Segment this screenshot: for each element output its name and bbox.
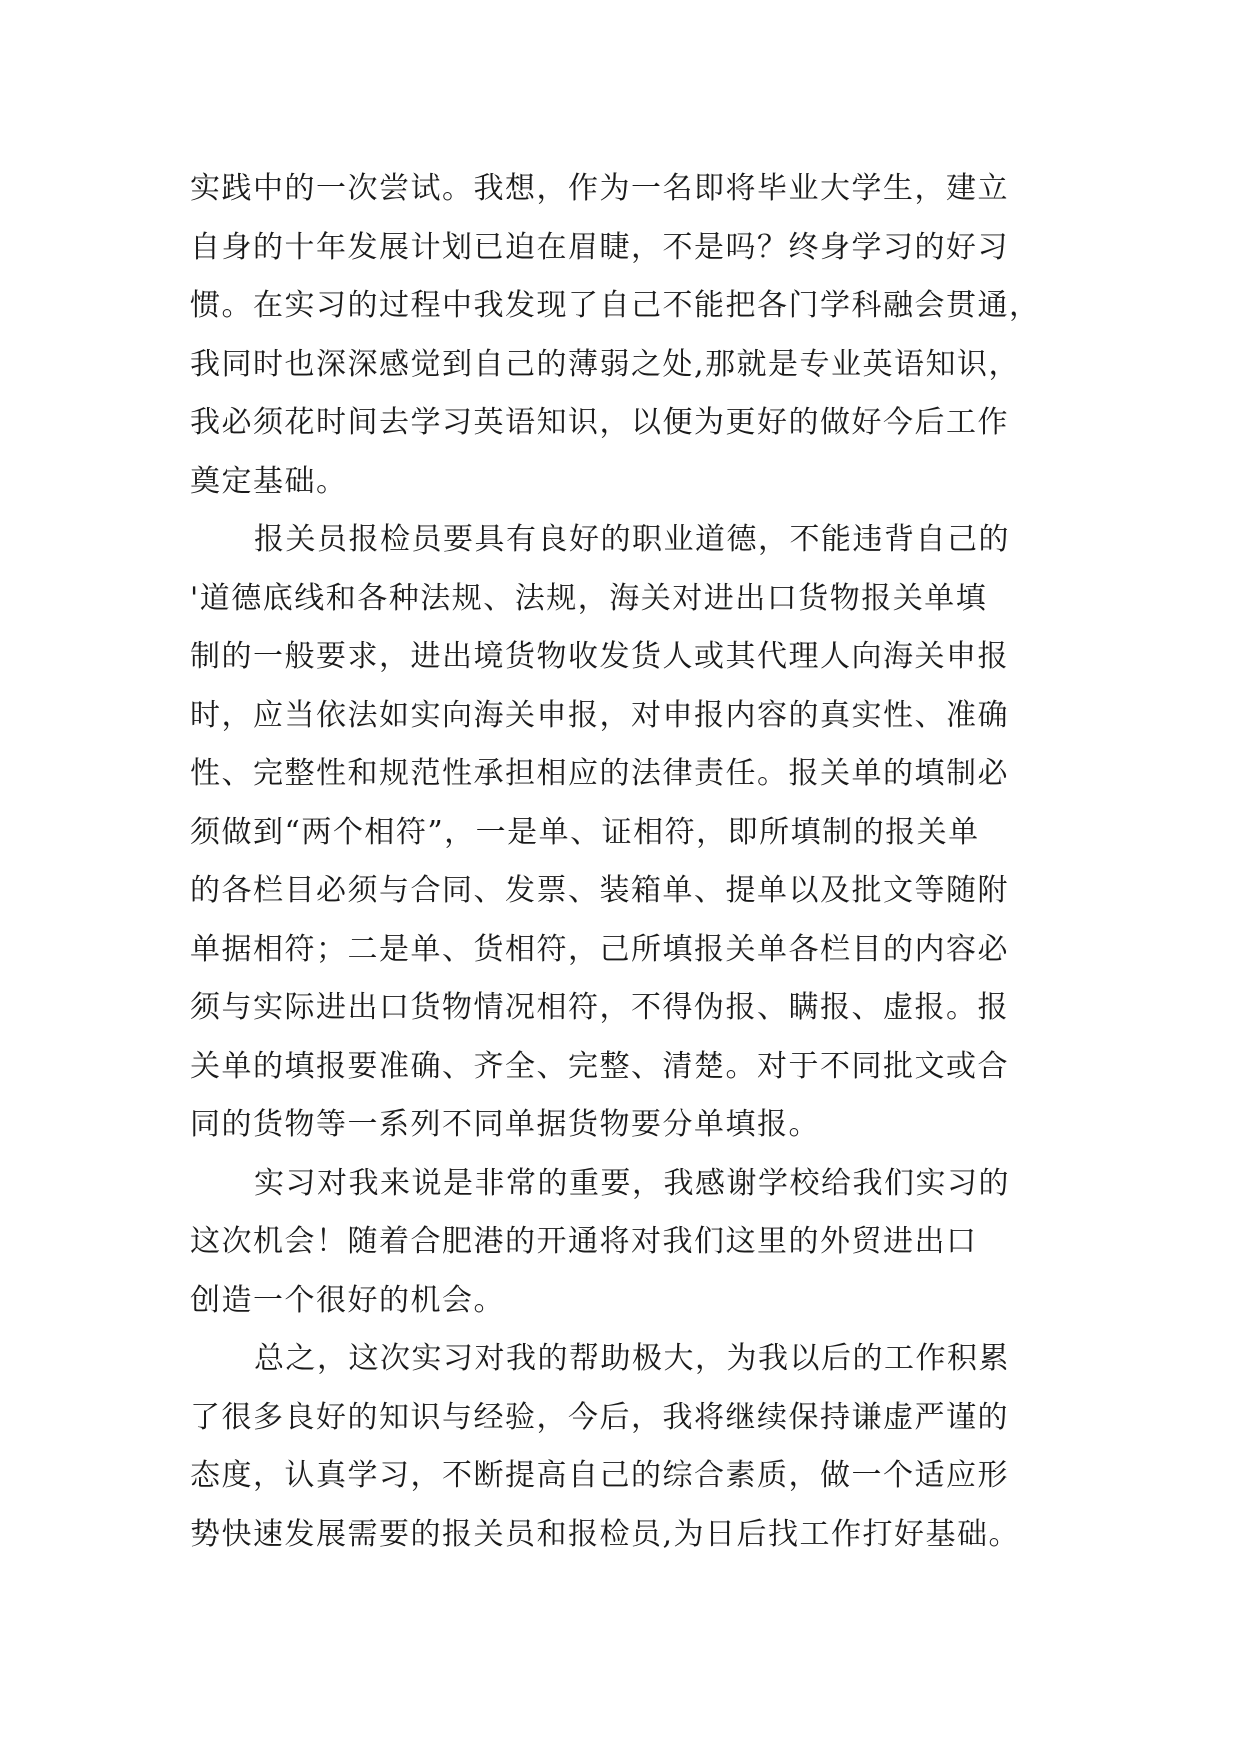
text-line: 须与实际进出口货物情况相符，不得伪报、瞒报、虚报。报	[190, 990, 1009, 1025]
text-line: 实践中的一次尝试。我想，作为一名即将毕业大学生，建立	[190, 171, 1009, 206]
text-line: 了很多良好的知识与经验，今后，我将继续保持谦虚严谨的	[190, 1399, 1009, 1435]
paragraph-start-line: 总之，这次实习对我的帮助极大，为我以后的工作积累	[254, 1341, 1010, 1376]
text-line: 惯。在实习的过程中我发现了自己不能把各门学科融会贯通，	[190, 288, 1041, 323]
text-line: 同的货物等一系列不同单据货物要分单填报。	[190, 1107, 820, 1142]
text-line: '道德底线和各种法规、法规，海关对进出口货物报关单填	[190, 580, 988, 616]
text-line: 我同时也深深感觉到自己的薄弱之处,那就是专业英语知识，	[190, 346, 1021, 382]
text-line: 态度，认真学习，不断提高自己的综合素质，做一个适应形	[190, 1458, 1009, 1493]
body-text	[190, 160, 1090, 1564]
text-line: 性、完整性和规范性承担相应的法律责任。报关单的填制必	[190, 756, 1009, 791]
paragraph-start-line: 实习对我来说是非常的重要，我感谢学校给我们实习的	[254, 1165, 1010, 1201]
text-line: 奠定基础。	[190, 463, 348, 499]
text-line: 单据相符；二是单、货相符，己所填报关单各栏目的内容必	[190, 931, 1009, 967]
text-line: 自身的十年发展计划已迫在眉睫，不是吗？终身学习的好习	[190, 229, 1009, 265]
text-line: 制的一般要求，进出境货物收发货人或其代理人向海关申报	[190, 639, 1009, 674]
text-line: 时，应当依法如实向海关申报，对申报内容的真实性、准确	[190, 697, 1009, 733]
text-line: 这次机会！随着合肥港的开通将对我们这里的外贸进出口	[190, 1224, 978, 1259]
text-line: 创造一个很好的机会。	[190, 1282, 505, 1318]
text-line: 须做到“两个相符”，一是单、证相符，即所填制的报关单	[190, 814, 980, 850]
paragraph-start-line: 报关员报检员要具有良好的职业道德，不能违背自己的	[254, 522, 1010, 557]
text-line: 势快速发展需要的报关员和报检员,为日后找工作打好基础。	[190, 1516, 1021, 1552]
text-line: 的各栏目必须与合同、发票、装箱单、提单以及批文等随附	[190, 873, 1009, 908]
text-line: 关单的填报要准确、齐全、完整、清楚。对于不同批文或合	[190, 1048, 1009, 1084]
text-line: 我必须花时间去学习英语知识，以便为更好的做好今后工作	[190, 405, 1009, 440]
